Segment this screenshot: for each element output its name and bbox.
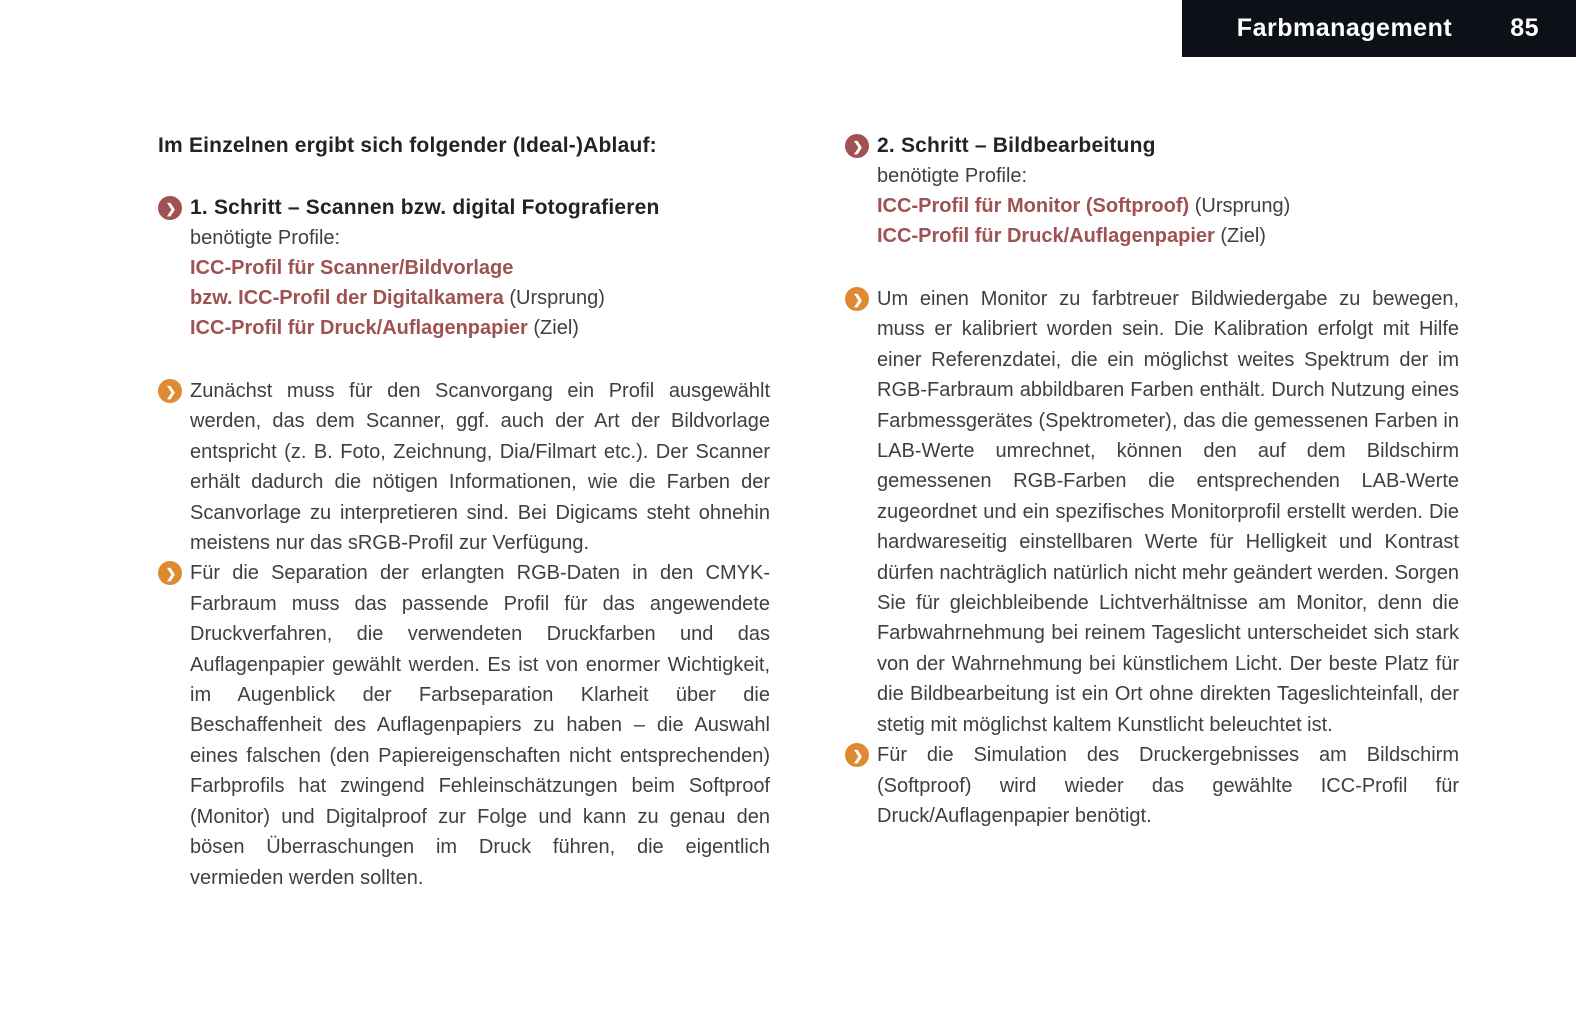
paragraph-text: Für die Simulation des Druckergebnisses am Bildschirm (Softproof) wird wieder das gewählte ICC-Profil für Druck/Auflagenpapier benötigt.: [877, 744, 1459, 827]
right-column: [845, 131, 1459, 831]
step-1-body: [190, 193, 770, 343]
step-2-body: [877, 131, 1459, 251]
step-2-block: [845, 131, 1459, 251]
profile-line: ICC-Profil für Scanner/Bildvorlage: [190, 257, 514, 279]
chevron-bullet-icon: ❯: [158, 379, 182, 403]
step-2-title: 2. Schritt – Bildbearbeitung: [877, 134, 1156, 157]
chapter-header-bar: [1182, 0, 1576, 57]
chapter-title: Farbmanagement: [1236, 14, 1453, 42]
body-paragraph: [158, 558, 770, 892]
paragraph-text: Zunächst muss für den Scanvorgang ein Profil ausgewählt werden, das dem Scanner, ggf. auch der Art der Bildvorlage entspricht (z. B. Foto, Zeichnung, Dia/Filmart etc.). Der Scanner erhält dadurch die nötigen Informationen, wie die Farben der Scanvorlage zu interpretieren sind. Bei Digicams steht ohnehin meistens nur das sRGB-Profil zur Verfügung.: [190, 380, 770, 555]
profile-line: bzw. ICC-Profil der Digitalkamera (Ursprung): [190, 287, 605, 309]
chevron-bullet-icon: ❯: [845, 743, 869, 767]
body-paragraph: [158, 376, 770, 558]
paragraph-text: Für die Separation der erlangten RGB-Daten in den CMYK-Farbraum muss das passende Profil für das angewendete Druckverfahren, die verwendeten Druckfarben und das Auflagenpapier gewählt werden. Es ist von enormer Wichtigkeit, im Augenblick der Farbseparation Klarheit über die Beschaffenheit des Auflagenpapiers zu haben – die Auswahl eines falschen (den Papiereigenschaften nicht entsprechenden) Farbprofils hat zwingend Fehleinschätzungen beim Softproof (Monitor) und Digitalproof zur Folge und kann zu genau den bösen Überraschungen im Druck führen, die eigentlich vermieden werden sollten.: [190, 562, 770, 889]
step-1-block: [158, 193, 770, 343]
body-paragraph: [845, 284, 1459, 740]
paragraph-text: Um einen Monitor zu farbtreuer Bildwiedergabe zu bewegen, muss er kalibriert worden sein. Die Kalibration erfolgt mit Hilfe einer Referenzdatei, die ein möglichst weites Spektrum der im RGB-Farbraum abbildbaren Farben enthält. Durch Nutzung eines Farbmessgerätes (Spektrometer), das die gemessenen Farben in LAB-Werte umrechnet, können den auf dem Bildschirm gemessenen RGB-Farben die entsprechenden LAB-Werte zugeordnet und ein spezifisches Monitorprofil erstellt werden. Die hardwareseitig einstellbaren Werte für Helligkeit und Kontrast dürfen nachträglich natürlich nicht mehr geändert werden. Sorgen Sie für gleichbleibende Lichtverhältnisse am Monitor, denn die Farbwahrnehmung bei reinem Tageslicht unterscheidet sich stark von der Wahrnehmung bei künstlichem Licht. Der beste Platz für die Bildbearbeitung ist ein Ort ohne direkten Tageslichteinfall, der stetig mit möglichst kaltem Kunstlicht beleuchtet ist.: [877, 288, 1459, 736]
profile-line: ICC-Profil für Monitor (Softproof) (Ursprung): [877, 195, 1291, 217]
left-column: [158, 131, 770, 893]
profiles-label: benötigte Profile:: [190, 227, 341, 249]
chevron-bullet-icon: ❯: [158, 561, 182, 585]
body-paragraph: [845, 740, 1459, 831]
page-number: 85: [1510, 14, 1539, 42]
chevron-bullet-icon: ❯: [845, 287, 869, 311]
chevron-bullet-icon: ❯: [158, 196, 182, 220]
step-1-title: 1. Schritt – Scannen bzw. digital Fotografieren: [190, 196, 660, 219]
profile-line: ICC-Profil für Druck/Auflagenpapier (Ziel): [877, 225, 1266, 247]
intro-heading: Im Einzelnen ergibt sich folgender (Ideal-)Ablauf:: [158, 134, 657, 157]
chevron-bullet-icon: ❯: [845, 134, 869, 158]
profile-line: ICC-Profil für Druck/Auflagenpapier (Ziel): [190, 317, 579, 339]
profiles-label: benötigte Profile:: [877, 165, 1028, 187]
